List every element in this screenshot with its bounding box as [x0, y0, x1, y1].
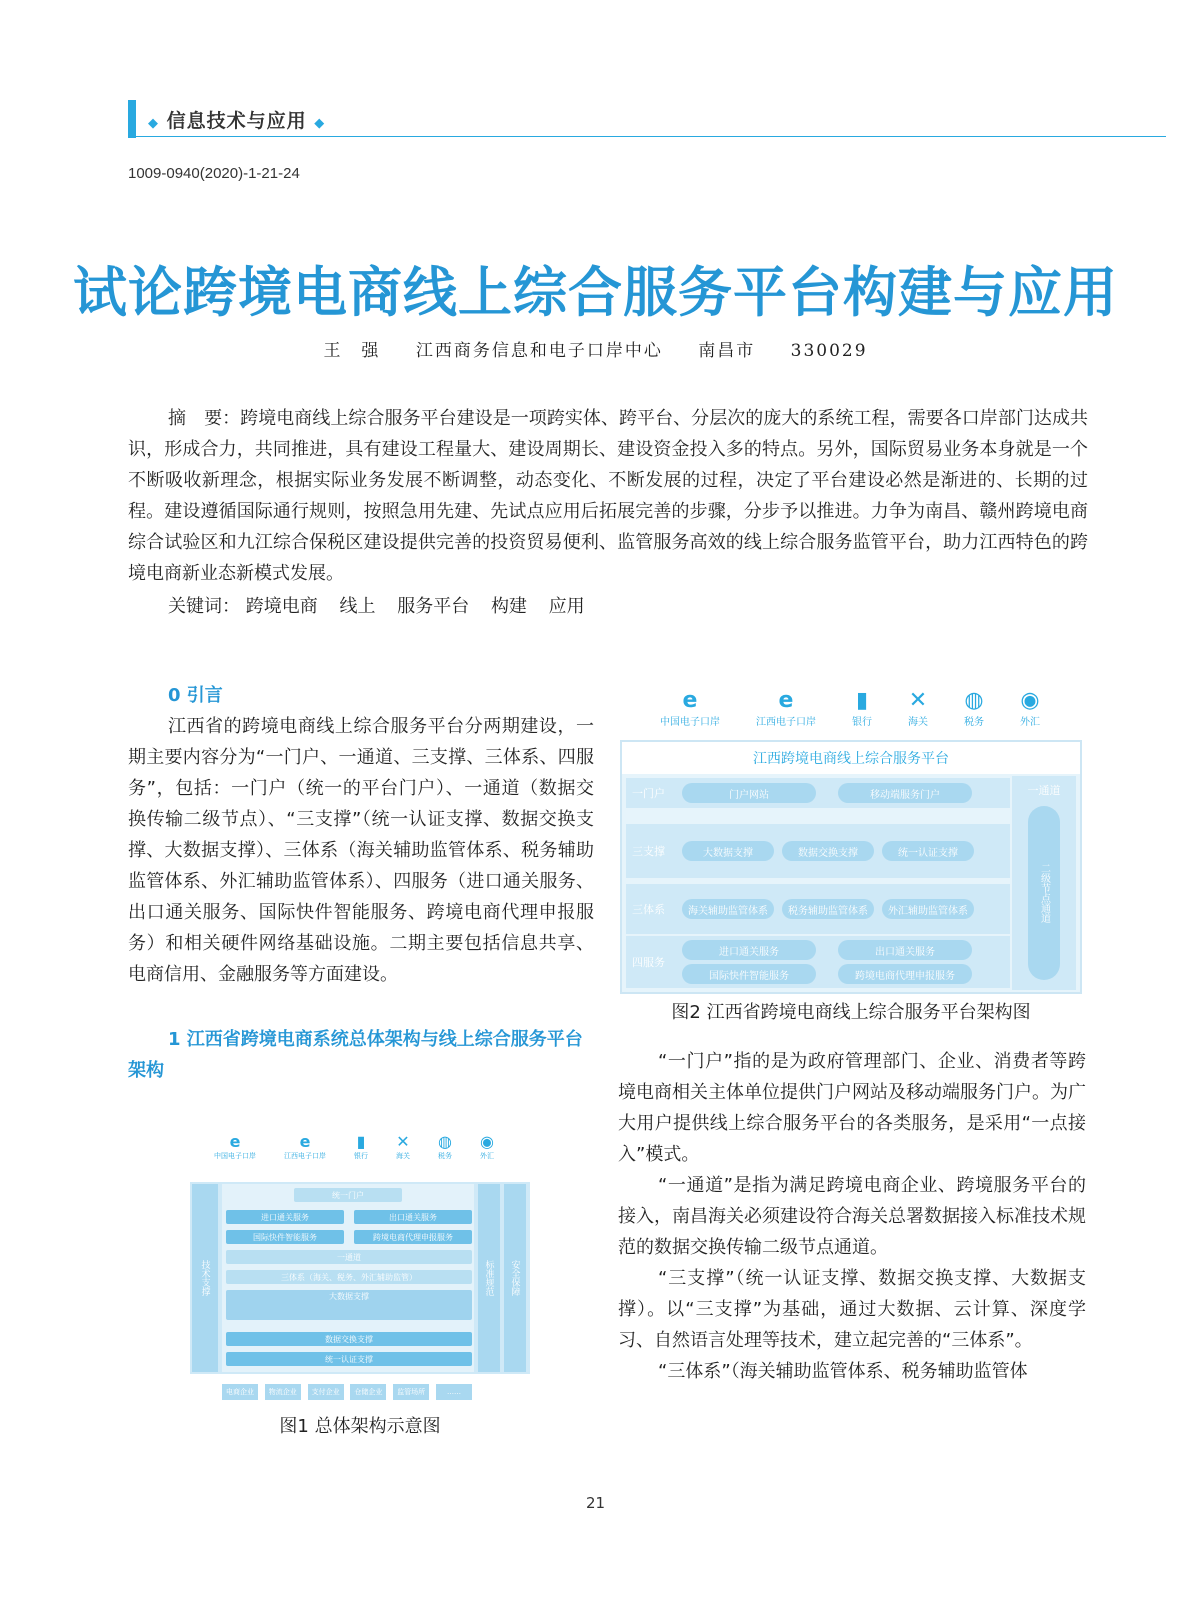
e-icon: e — [778, 688, 794, 713]
doc-id: 1009-0940(2020)-1-21-24 — [128, 165, 300, 182]
figure-icon — [480, 1132, 494, 1161]
channel-label: 一通道 — [337, 1252, 361, 1262]
diamond-icon: ◆ — [148, 116, 159, 131]
entity-box: 支付企业 — [308, 1384, 344, 1400]
portal-label: 统一门户 — [332, 1190, 364, 1200]
tools-icon: ✕ — [396, 1132, 410, 1151]
icon-label: 税务 — [438, 1152, 452, 1160]
figure-icon — [964, 688, 984, 728]
section-rule — [136, 136, 1166, 137]
layer-pill: 税务辅助监管体系 — [782, 899, 874, 919]
tax-icon: ◍ — [964, 688, 984, 713]
icon-label: 江西电子口岸 — [756, 717, 816, 728]
channel-label: 一通道 — [1027, 784, 1061, 797]
figure-1 — [190, 1182, 530, 1374]
section-title — [148, 106, 325, 133]
icon-label: 海关 — [908, 717, 928, 728]
icon-label: 中国电子口岸 — [660, 717, 720, 728]
exchange-pill — [226, 1332, 472, 1346]
icon-label: 海关 — [396, 1152, 410, 1160]
service-label: 国际快件智能服务 — [253, 1232, 317, 1242]
e-icon: e — [229, 1132, 241, 1151]
layer-pill: 海关辅助监管体系 — [682, 899, 774, 919]
channel-pill — [1028, 806, 1060, 980]
keywords-label: 关键词： — [168, 596, 240, 617]
figure-icon — [756, 688, 816, 728]
figure-icon — [438, 1132, 452, 1161]
entity-box: 监管场所 — [393, 1384, 429, 1400]
center-area — [222, 1184, 474, 1372]
author-line — [0, 336, 1191, 361]
tools-icon: ✕ — [908, 688, 928, 713]
channel-column — [1012, 776, 1076, 990]
paragraph: “三体系”（海关辅助监管体系、税务辅助监管体 — [658, 1361, 1028, 1382]
author-city: 南昌市 — [698, 341, 756, 361]
icon-label: 外汇 — [480, 1152, 494, 1160]
section-accent-bar — [128, 100, 136, 138]
figure-icon — [354, 1132, 368, 1161]
channel-pill — [226, 1250, 472, 1264]
standards-column — [478, 1184, 500, 1372]
safe-icon: ◉ — [480, 1132, 494, 1151]
keyword: 线上 — [339, 596, 376, 617]
tech-support-label: 技术支撑 — [199, 1260, 210, 1296]
figure-icon — [660, 688, 720, 728]
paragraph: 江西省的跨境电商线上综合服务平台分两期建设，一期主要内容分为“一门户、一通道、三支撑、三体系、四服务”，包括：一门户（统一的平台门户）、一通道（数据交换传输二级节点）、“三支撑”（统一认证支撑、数据交换支撑、大数据支撑）、三体系（海关辅助监管体系、税务辅助监管体系、外汇辅助监管体系）、四服务（进口通关服务、出口通关服务、国际快件智能服务、跨境电商代理申报服务）和相关硬件网络基础设施。二期主要包括信息共享、电商信用、金融服务等方面建设。 — [128, 716, 594, 985]
keyword: 构建 — [490, 596, 527, 617]
layer-pill: 门户网站 — [682, 783, 816, 803]
exchange-label: 数据交换支撑 — [325, 1334, 373, 1344]
auth-pill — [226, 1352, 472, 1366]
keyword: 应用 — [548, 596, 585, 617]
bank-icon: ▮ — [855, 688, 869, 713]
layer-label: 一门户 — [632, 787, 665, 800]
diamond-icon: ◆ — [314, 116, 326, 131]
systems-pill — [226, 1270, 472, 1284]
tax-icon: ◍ — [438, 1132, 452, 1151]
layer-pill: 跨境电商代理申报服务 — [838, 964, 972, 984]
icon-label: 税务 — [964, 717, 984, 728]
figure-icon — [214, 1132, 256, 1161]
layer-pill: 统一认证支撑 — [882, 841, 974, 861]
keywords — [168, 592, 601, 618]
layer-label: 三支撑 — [632, 845, 665, 858]
auth-label: 统一认证支撑 — [325, 1354, 373, 1364]
figure-2-caption: 图2 江西省跨境电商线上综合服务平台架构图 — [671, 1002, 1031, 1023]
layer-pill: 数据交换支撑 — [782, 841, 874, 861]
author-zip: 330029 — [790, 341, 868, 361]
paragraph: “一门户”指的是为政府管理部门、企业、消费者等跨境电商相关主体单位提供门户网站及移动端服务门户。为广大用户提供线上综合服务平台的各类服务，是采用“一点接入”模式。 — [618, 1051, 1086, 1165]
icon-label: 外汇 — [1020, 717, 1040, 728]
figure-icon — [284, 1132, 326, 1161]
e-icon: e — [682, 688, 698, 713]
security-column — [504, 1184, 526, 1372]
service-pill — [226, 1230, 344, 1244]
layer-pill: 出口通关服务 — [838, 940, 972, 960]
figure-2-icons — [660, 688, 1040, 728]
layer-pill: 进口通关服务 — [682, 940, 816, 960]
entity-box: 电商企业 — [222, 1384, 258, 1400]
layer-label: 三体系 — [632, 903, 665, 916]
author-org: 江西商务信息和电子口岸中心 — [415, 341, 663, 361]
layer-pill: 国际快件智能服务 — [682, 964, 816, 984]
layer-pill: 外汇辅助监管体系 — [882, 899, 974, 919]
keyword: 跨境电商 — [245, 596, 318, 617]
bigdata-pill — [226, 1290, 472, 1320]
author-name: 王 强 — [323, 341, 381, 361]
section-label: 信息技术与应用 — [166, 110, 307, 132]
figure-icon — [396, 1132, 410, 1161]
channel-pill-label: 二级节点通道 — [1038, 863, 1050, 923]
article-title: 试论跨境电商线上综合服务平台构建与应用 — [73, 261, 1118, 324]
figure-1-bottom-row — [222, 1384, 472, 1400]
layer-pill: 大数据支撑 — [682, 841, 774, 861]
figure-icon — [1020, 688, 1040, 728]
service-pill — [354, 1230, 472, 1244]
layer-pill: 移动端服务门户 — [838, 783, 972, 803]
layer-band — [626, 936, 1010, 988]
service-label: 出口通关服务 — [389, 1212, 437, 1222]
paragraph: “一通道”是指为满足跨境电商企业、跨境服务平台的接入，南昌海关必须建设符合海关总署数据接入标准技术规范的数据交换传输二级节点通道。 — [618, 1175, 1086, 1258]
figure-icon — [852, 688, 872, 728]
service-pill — [354, 1210, 472, 1224]
icon-label: 银行 — [852, 717, 872, 728]
systems-label: 三体系（海关、税务、外汇辅助监管） — [281, 1272, 417, 1282]
section-heading: 1 江西省跨境电商系统总体架构与线上综合服务平台架构 — [128, 1029, 583, 1081]
service-pill — [226, 1210, 344, 1224]
service-label: 跨境电商代理申报服务 — [373, 1232, 453, 1242]
keyword: 服务平台 — [397, 596, 470, 617]
layer-band — [626, 778, 1010, 808]
figure-1-caption: 图1 总体架构示意图 — [279, 1416, 441, 1437]
safe-icon: ◉ — [1020, 688, 1040, 713]
figure-1-icons — [214, 1132, 494, 1161]
security-label: 安全保障 — [509, 1260, 520, 1296]
layer-band — [626, 884, 1010, 934]
left-column — [128, 680, 594, 1086]
section-heading: 0 引言 — [168, 685, 223, 706]
bigdata-label: 大数据支撑 — [329, 1292, 369, 1301]
layer-label: 四服务 — [632, 956, 665, 969]
service-label: 进口通关服务 — [261, 1212, 309, 1222]
entity-box: 物流企业 — [265, 1384, 301, 1400]
right-column — [618, 1046, 1086, 1387]
bank-icon: ▮ — [356, 1132, 366, 1151]
platform-title: 江西跨境电商线上综合服务平台 — [622, 742, 1080, 774]
standards-label: 标准规范 — [483, 1260, 494, 1296]
layer-band — [626, 824, 1010, 878]
e-icon: e — [299, 1132, 311, 1151]
portal-pill — [294, 1188, 402, 1202]
tech-support-column — [192, 1184, 218, 1372]
entity-box: 仓储企业 — [350, 1384, 386, 1400]
abstract: 摘 要：跨境电商线上综合服务平台建设是一项跨实体、跨平台、分层次的庞大的系统工程，需要各口岸部门达成共识，形成合力，共同推进，具有建设工程量大、建设周期长、建设资金投入多的特点。另外，国际贸易业务本身就是一个不断吸收新理念，根据实际业务发展不断调整，动态变化、不断发展的过程，决定了平台建设必然是渐进的、长期的过程。建设遵循国际通行规则，按照急用先建、先试点应用后拓展完善的步骤，分步予以推进。力争为南昌、赣州跨境电商综合试验区和九江综合保税区建设提供完善的投资贸易便利、监管服务高效的线上综合服务监管平台，助力江西特色的跨境电商新业态新模式发展。 — [128, 408, 1088, 584]
figure-icon — [908, 688, 928, 728]
icon-label: 江西电子口岸 — [284, 1152, 326, 1160]
entity-box: …… — [436, 1384, 472, 1400]
icon-label: 银行 — [354, 1152, 368, 1160]
icon-label: 中国电子口岸 — [214, 1152, 256, 1160]
page-number: 21 — [585, 1494, 606, 1512]
figure-2 — [620, 740, 1082, 994]
paragraph: “三支撑”（统一认证支撑、数据交换支撑、大数据支撑）。以“三支撑”为基础，通过大数据、云计算、深度学习、自然语言处理等技术，建立起完善的“三体系”。 — [618, 1268, 1086, 1351]
